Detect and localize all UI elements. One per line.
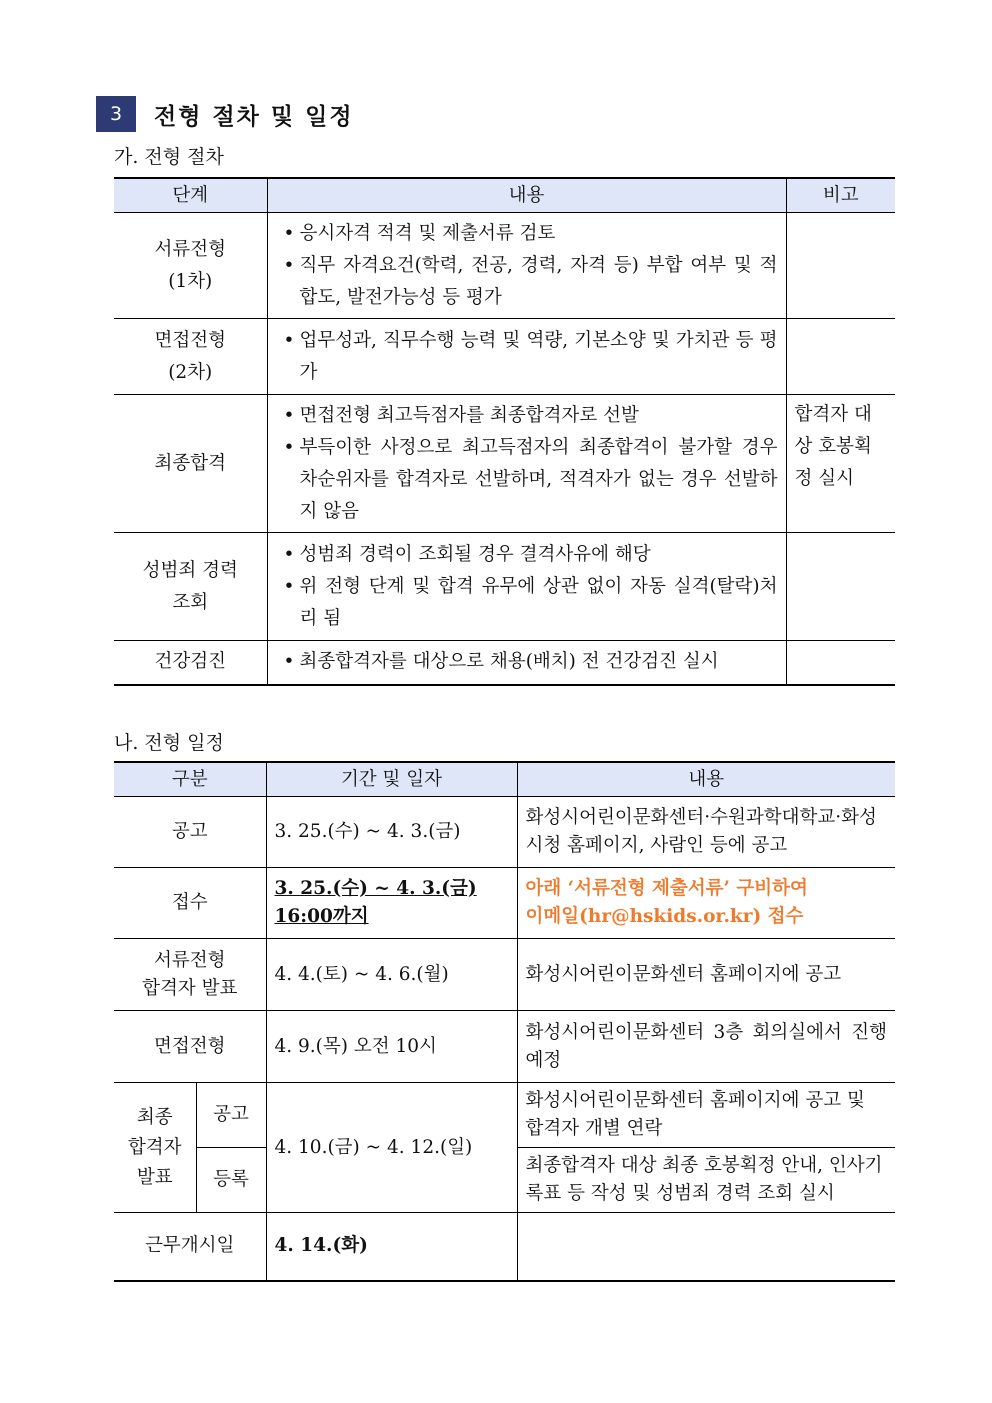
schedule-subtitle: 나. 전형 일정 bbox=[114, 732, 224, 754]
period-cell: 4. 4.(토) ~ 4. 6.(월) bbox=[266, 939, 517, 1011]
list-item: • 면접전형 최고득점자를 최종합격자로 선발 bbox=[284, 400, 778, 432]
subcategory-cell: 공고 bbox=[196, 1083, 266, 1148]
content-cell: 화성시어린이문화센터 홈페이지에 공고 및 합격자 개별 연락 bbox=[517, 1083, 895, 1148]
stage-cell bbox=[114, 319, 267, 395]
list-item: • 최종합격자를 대상으로 채용(배치) 전 건강검진 실시 bbox=[284, 646, 778, 678]
period-cell bbox=[266, 868, 517, 939]
list-item: • 부득이한 사정으로 최고득점자의 최종합격이 불가할 경우 차순위자를 합격자로 선발하며, 적격자가 없는 경우 선발하지 않음 bbox=[284, 432, 778, 528]
category-cell: 공고 bbox=[114, 797, 266, 868]
table-row bbox=[114, 641, 895, 685]
table-row bbox=[114, 319, 895, 395]
content-cell bbox=[267, 641, 786, 685]
content-cell: 화성시어린이문화센터 홈페이지에 공고 bbox=[517, 939, 895, 1011]
table-row bbox=[114, 868, 895, 939]
category-label: 합격자 bbox=[127, 1136, 182, 1158]
note-cell bbox=[786, 213, 895, 319]
section-number-badge: 3 bbox=[96, 96, 136, 132]
header-stage: 단계 bbox=[114, 178, 267, 213]
procedure-table bbox=[114, 177, 895, 686]
stage-name-continued: 조회 bbox=[172, 591, 209, 613]
table-row bbox=[114, 1011, 895, 1083]
category-cell bbox=[114, 1083, 196, 1213]
stage-cell bbox=[114, 395, 267, 533]
stage-name: 면접전형 bbox=[154, 329, 226, 351]
content-cell bbox=[267, 213, 786, 319]
stage-name: 건강검진 bbox=[154, 651, 226, 673]
stage-name: 최종합격 bbox=[154, 452, 226, 474]
stage-cell bbox=[114, 213, 267, 319]
list-item: • 업무성과, 직무수행 능력 및 역량, 기본소양 및 가치관 등 평가 bbox=[284, 325, 778, 389]
stage-order: (2차) bbox=[168, 361, 213, 383]
content-cell: 화성시어린이문화센터 3층 회의실에서 진행 예정 bbox=[517, 1011, 895, 1083]
note-cell bbox=[786, 319, 895, 395]
list-item: • 응시자격 적격 및 제출서류 검토 bbox=[284, 218, 778, 250]
schedule-header-row bbox=[114, 762, 895, 797]
table-row bbox=[114, 939, 895, 1011]
header-content: 내용 bbox=[517, 762, 895, 797]
table-row bbox=[114, 533, 895, 641]
note-cell bbox=[786, 533, 895, 641]
table-row bbox=[114, 1213, 895, 1281]
stage-cell bbox=[114, 641, 267, 685]
receipt-email: 이메일(hr@hskids.or.kr) 접수 bbox=[525, 906, 804, 927]
content-cell bbox=[267, 319, 786, 395]
period-cell: 3. 25.(수) ~ 4. 3.(금) bbox=[266, 797, 517, 868]
header-category: 구분 bbox=[114, 762, 266, 797]
content-cell bbox=[267, 533, 786, 641]
list-item: • 성범죄 경력이 조회될 경우 결격사유에 해당 bbox=[284, 539, 778, 571]
category-label: 발표 bbox=[136, 1166, 173, 1188]
table-row bbox=[114, 395, 895, 533]
category-label: 최종 bbox=[136, 1106, 173, 1128]
category-cell bbox=[114, 939, 266, 1011]
procedure-header-row bbox=[114, 178, 895, 213]
receipt-period: 3. 25.(수) ~ 4. 3.(금) bbox=[274, 878, 477, 899]
content-cell bbox=[517, 868, 895, 939]
header-period: 기간 및 일자 bbox=[266, 762, 517, 797]
section-heading bbox=[96, 96, 354, 132]
stage-name: 서류전형 bbox=[154, 238, 226, 260]
category-label: 합격자 발표 bbox=[142, 977, 238, 999]
stage-cell bbox=[114, 533, 267, 641]
table-row bbox=[114, 797, 895, 868]
procedure-subtitle: 가. 전형 절차 bbox=[114, 146, 224, 168]
list-item: • 위 전형 단계 및 합격 유무에 상관 없이 자동 실격(탈락)처리 됨 bbox=[284, 571, 778, 635]
content-cell: 최종합격자 대상 최종 호봉획정 안내, 인사기록표 등 작성 및 성범죄 경력 조회 실시 bbox=[517, 1148, 895, 1213]
subcategory-cell: 등록 bbox=[196, 1148, 266, 1213]
header-content: 내용 bbox=[267, 178, 786, 213]
category-cell: 면접전형 bbox=[114, 1011, 266, 1083]
content-cell bbox=[517, 1213, 895, 1281]
category-cell: 접수 bbox=[114, 868, 266, 939]
note-cell: 합격자 대상 호봉획정 실시 bbox=[786, 395, 895, 533]
table-row bbox=[114, 1083, 895, 1148]
receipt-deadline: 16:00까지 bbox=[274, 906, 369, 927]
section-title: 전형 절차 및 일정 bbox=[154, 102, 354, 130]
period-cell: 4. 14.(화) bbox=[266, 1213, 517, 1281]
receipt-instruction: 아래 ‘서류전형 제출서류’ 구비하여 bbox=[525, 878, 808, 899]
category-label: 서류전형 bbox=[154, 949, 226, 971]
content-cell: 화성시어린이문화센터·수원과학대학교·화성시청 홈페이지, 사람인 등에 공고 bbox=[517, 797, 895, 868]
list-item: • 직무 자격요건(학력, 전공, 경력, 자격 등) 부합 여부 및 적합도, 발전가능성 등 평가 bbox=[284, 250, 778, 314]
stage-name: 성범죄 경력 bbox=[142, 559, 238, 581]
content-cell bbox=[267, 395, 786, 533]
period-cell: 4. 9.(목) 오전 10시 bbox=[266, 1011, 517, 1083]
stage-order: (1차) bbox=[168, 270, 213, 292]
category-cell: 근무개시일 bbox=[114, 1213, 266, 1281]
table-row bbox=[114, 213, 895, 319]
period-cell: 4. 10.(금) ~ 4. 12.(일) bbox=[266, 1083, 517, 1213]
schedule-table bbox=[114, 761, 895, 1282]
header-note: 비고 bbox=[786, 178, 895, 213]
note-cell bbox=[786, 641, 895, 685]
